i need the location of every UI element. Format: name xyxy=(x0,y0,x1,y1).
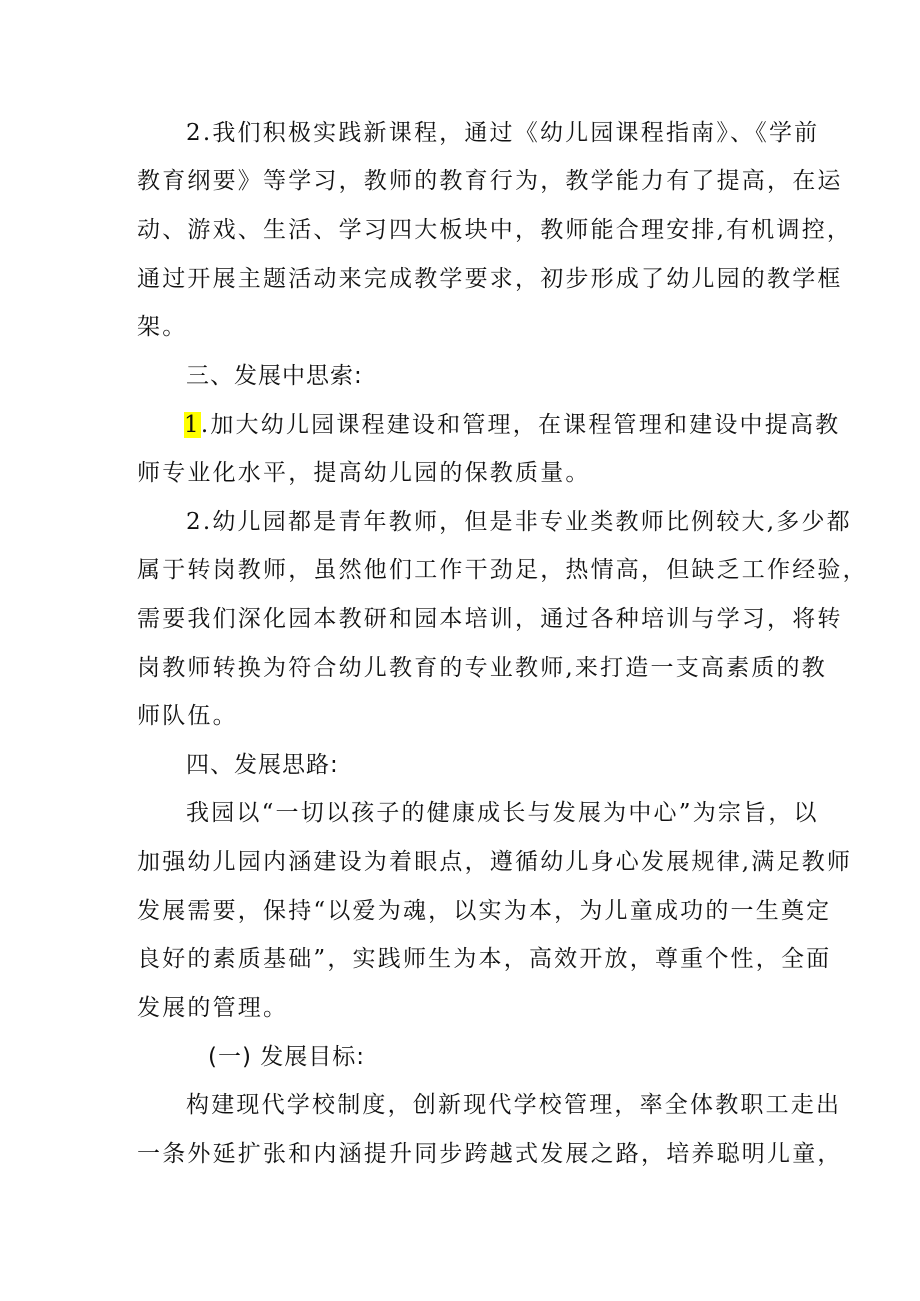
para3-line-3: 需要我们深化园本教研和园本培训，通过各种培训与学习，将转 xyxy=(137,606,843,632)
para5-line-1: 构建现代学校制度，创新现代学校管理，率全体教职工走出 xyxy=(186,1092,842,1118)
para4-line-2: 加强幼儿园内涵建设为着眼点，遵循幼儿身心发展规律,满足教师 xyxy=(137,849,853,875)
highlighted-number: 1 xyxy=(184,412,201,438)
para5-line-2: 一条外延扩张和内涵提升同步跨越式发展之路，培养聪明儿童， xyxy=(137,1141,843,1167)
para1-line-4: 通过开展主题活动来完成教学要求，初步形成了幼儿园的教学框 xyxy=(137,266,843,292)
para4-line-3: 发展需要，保持“以爱为魂，以实为本，为儿童成功的一生奠定 xyxy=(137,898,832,924)
para3-line-1: 2.幼儿园都是青年教师，但是非专业类教师比例较大,多少都 xyxy=(186,509,852,535)
para1-line-2: 教育纲要》等学习，教师的教育行为，教学能力有了提高，在运 xyxy=(137,168,843,194)
para4-line-4: 良好的素质基础”，实践师生为本，高效开放，尊重个性，全面 xyxy=(137,946,832,972)
para3-line-4: 岗教师转换为符合幼儿教育的专业教师,来打造一支高素质的教 xyxy=(137,655,827,681)
para2-line-2: 师专业化水平，提高幼儿园的保教质量。 xyxy=(137,460,591,486)
para4-line-1: 我园以“一切以孩子的健康成长与发展为中心”为宗旨，以 xyxy=(186,800,819,826)
para2-line-1-text: .加大幼儿园课程建设和管理，在课程管理和建设中提高教 xyxy=(200,412,841,438)
section-heading-4: 四、发展思路: xyxy=(186,752,339,778)
para3-line-2: 属于转岗教师，虽然他们工作干劲足，热情高，但缺乏工作经验， xyxy=(137,557,868,583)
subheading-goals: (一) 发展目标: xyxy=(208,1044,366,1070)
para1-line-1: 2.我们积极实践新课程，通过《幼儿园课程指南》、《学前 xyxy=(186,120,820,146)
para1-line-3: 动、游戏、生活、学习四大板块中，教师能合理安排,有机调控， xyxy=(137,217,853,243)
para1-line-5: 架。 xyxy=(137,314,188,340)
para3-line-5: 师队伍。 xyxy=(137,703,238,729)
section-heading-3: 三、发展中思索: xyxy=(186,363,363,389)
para4-line-5: 发展的管理。 xyxy=(137,995,289,1021)
para2-line-1 xyxy=(184,410,840,440)
